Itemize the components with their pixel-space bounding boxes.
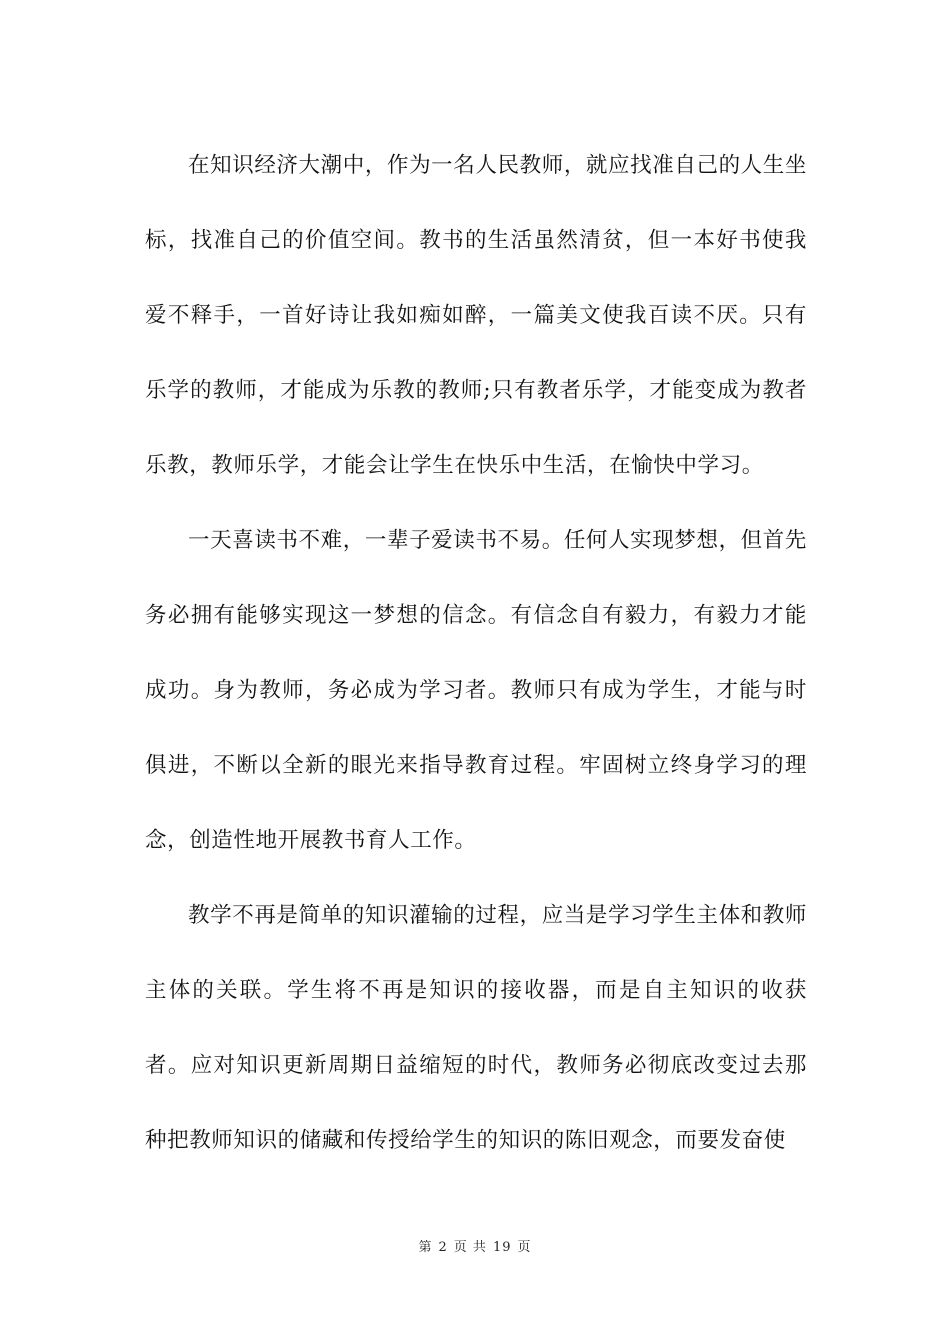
footer-prefix: 第 <box>418 1240 433 1255</box>
page-footer <box>0 1236 950 1255</box>
paragraph-3: 教学不再是简单的知识灌输的过程，应当是学习学生主体和教师主体的关联。学生将不再是知识的接收器，而是自主知识的收获者。应对知识更新周期日益缩短的时代，教师务必彻底改变过去那种把教师知识的储藏和传授给学生的知识的陈旧观念，而要发奋使 <box>145 903 807 1153</box>
paragraph-2: 一天喜读书不难，一辈子爱读书不易。任何人实现梦想，但首先务必拥有能够实现这一梦想的信念。有信念自有毅力，有毅力才能成功。身为教师，务必成为学习者。教师只有成为学生，才能与时俱进，不断以全新的眼光来指导教育过程。牢固树立终身学习的理念，创造性地开展教书育人工作。 <box>145 528 807 853</box>
footer-total-pages: 19 <box>492 1240 512 1255</box>
footer-mid: 页 共 <box>453 1240 487 1255</box>
footer-current-page: 2 <box>438 1240 448 1255</box>
paragraph-1: 在知识经济大潮中，作为一名人民教师，就应找准自己的人生坐标，找准自己的价值空间。教书的生活虽然清贫，但一本好书使我爱不释手，一首好诗让我如痴如醉，一篇美文使我百读不厌。只有乐学的教师，才能成为乐教的教师;只有教者乐学，才能变成为教者乐教，教师乐学，才能会让学生在快乐中生活，在愉快中学习。 <box>145 153 807 478</box>
footer-suffix: 页 <box>517 1240 532 1255</box>
body-text <box>145 128 807 1178</box>
